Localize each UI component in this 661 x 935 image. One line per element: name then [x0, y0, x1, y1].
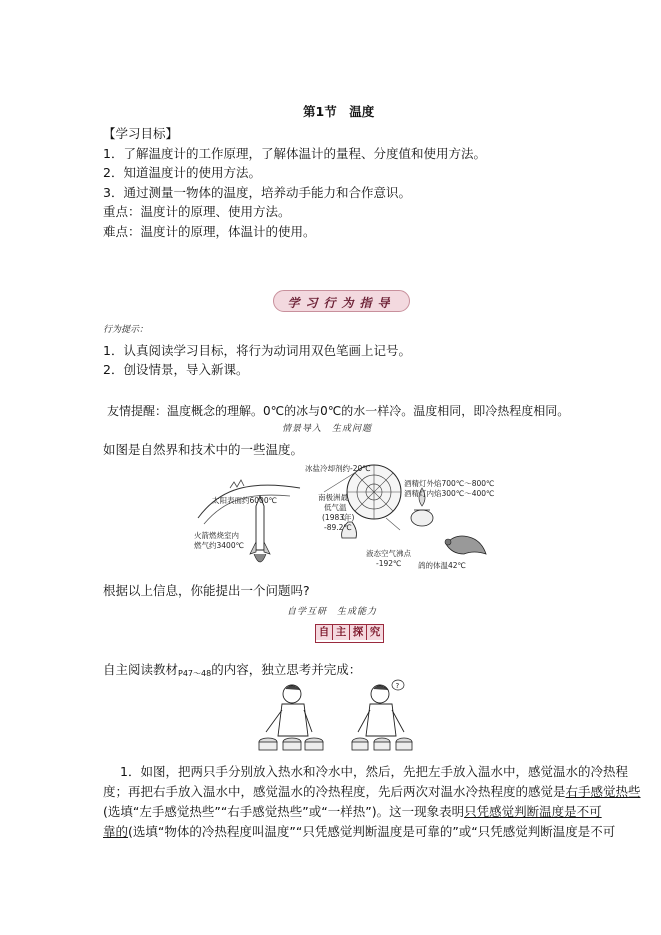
label-antarctic: (1983年) [322, 513, 355, 522]
question-1-line [103, 822, 615, 840]
study-guide-banner [273, 290, 410, 312]
label-rocket: 火箭燃烧室内 [194, 531, 239, 540]
person-body [366, 704, 396, 736]
question-prompt: 根据以上信息，你能提出一个问题吗? [103, 583, 310, 598]
svg-text:?: ? [395, 682, 400, 690]
section-intro-heading: 情景导入 生成问题 [282, 424, 373, 434]
q1-text: 度；再把右手放入温水中，感觉温水的冷热程度，先后两次对温水冷热程度的感觉是 [103, 784, 566, 799]
objective-item: 2．知道温度计的使用方法。 [103, 165, 261, 180]
sun-flame [230, 480, 244, 488]
label-liquid-air: -192℃ [376, 559, 402, 568]
label-alcohol-outer: 酒精灯外焰700℃～800℃ [404, 479, 495, 488]
behavior-tip-label: 行为提示： [103, 325, 149, 335]
friendly-reminder: 友情提醒：温度概念的理解。0℃的冰与0℃的水一样冷。温度相同，即冷热程度相同。 [107, 404, 570, 418]
label-pigeon: 鸽的体温42℃ [418, 561, 466, 570]
badge-char: 自 [316, 625, 333, 640]
reading-instruction [103, 660, 361, 679]
answer-blank-2-continued: 靠的 [103, 824, 129, 839]
key-point: 重点：温度计的原理、使用方法。 [103, 204, 291, 219]
badge-char: 究 [367, 625, 383, 640]
banner-text: 学习行为指导 [287, 296, 396, 310]
q1-text: (选填“物体的冷热程度叫温度”“只凭感觉判断温度是可靠的”或“只凭感觉判断温度是不可 [128, 824, 616, 839]
objective-item: 1．了解温度计的工作原理，了解体温计的量程、分度值和使用方法。 [103, 146, 486, 161]
badge-char: 主 [333, 625, 350, 640]
behavior-tip: 1．认真阅读学习目标，将行为动词用双色笔画上记号。 [103, 343, 411, 358]
reading-pages: P47～48 [178, 669, 212, 678]
rocket-icon [250, 496, 270, 562]
badge-char: 探 [350, 625, 367, 640]
label-antarctic: 南极洲最 [318, 493, 348, 502]
hands-in-water-illustration-right [350, 678, 440, 756]
answer-blank-2: 只凭感觉判断温度是不可 [464, 804, 602, 819]
section-self-heading: 自学互研 生成能力 [287, 607, 378, 617]
label-antarctic: 低气温 [324, 503, 347, 512]
answer-blank-1: 右手感觉热些 [565, 784, 641, 799]
person-body [278, 704, 308, 736]
figure-caption: 如图是自然界和技术中的一些温度。 [103, 442, 304, 457]
label-alcohol-inner: 酒精灯内焰300℃～400℃ [404, 489, 495, 498]
temperature-illustration [190, 458, 495, 576]
reading-text-b: 的内容，独立思考并完成： [211, 662, 362, 677]
difficulty: 难点：温度计的原理，体温计的使用。 [103, 224, 316, 239]
pigeon-icon [445, 536, 486, 554]
label-rocket: 燃气约3400℃ [194, 541, 245, 550]
question-1-line [103, 802, 602, 820]
objectives-heading: 【学习目标】 [103, 126, 179, 141]
label-liquid-air: 液态空气沸点 [366, 549, 411, 558]
reading-text-a: 自主阅读教材 [103, 662, 179, 677]
page-title: 第1节 温度 [303, 104, 375, 119]
question-1-line [103, 782, 641, 800]
label-sun-surface: 太阳表面约6000℃ [212, 496, 278, 505]
question-1-line: 1．如图，把两只手分别放入热水和冷水中，然后，先把左手放入温水中，感觉温水的冷热程 [120, 764, 628, 779]
label-salt-ice: 冰盐冷却剂约-20℃ [305, 464, 371, 473]
label-antarctic: -89.2℃ [324, 523, 352, 532]
self-inquiry-badge [315, 624, 384, 643]
objective-item: 3．通过测量一物体的温度，培养动手能力和合作意识。 [103, 185, 411, 200]
globe-icon [347, 465, 401, 519]
behavior-tip: 2．创设情景，导入新课。 [103, 362, 249, 377]
q1-text: (选填“左手感觉热些”“右手感觉热些”或“一样热”)。这一现象表明 [103, 804, 465, 819]
